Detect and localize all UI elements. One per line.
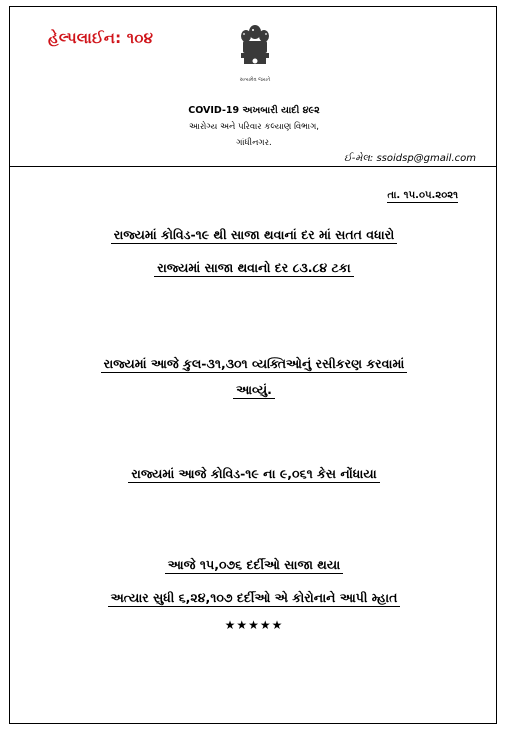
headline-vaccination <box>10 356 498 372</box>
headline-recovery-rate-increase <box>10 227 498 243</box>
headline-text: આવ્યું. <box>233 382 275 399</box>
press-release-page <box>9 6 497 724</box>
state-emblem-icon <box>235 23 275 85</box>
helpline-number: હેલ્પલાઈન: ૧૦૪ <box>48 29 154 47</box>
header-divider <box>10 166 496 167</box>
headline-recovery-rate <box>10 260 498 276</box>
city-name: ગાંધીનગર. <box>236 138 272 148</box>
headline-total-recovered <box>10 590 498 606</box>
headline-text: રાજ્યમાં આજે કુલ-૩૧,૩૦૧ વ્યક્તિઓનું રસીકરણ કરવામાં <box>101 356 408 373</box>
release-date: તા. ૧૫.૦૫.૨૦૨૧ <box>387 190 458 201</box>
department-name: આરોગ્ય અને પરિવાર કલ્યાણ વિભાગ, <box>189 122 319 132</box>
headline-text: રાજ્યમાં સાજા થવાનો દર ૮૩.૮૪ ટકા <box>154 260 353 277</box>
headline-text: રાજ્યમાં આજે કોવિડ-૧૯ ના ૯,૦૬૧ કેસ નોંધાયા <box>128 466 379 483</box>
headline-text: અત્યાર સુધી ૬,૨૪,૧૦૭ દર્દીઓ એ કોરોનાને આપી મ્હાત <box>108 590 401 607</box>
end-stars: ★★★★★ <box>224 618 284 632</box>
press-release-title: COVID-19 અખબારી યાદી ૪૯૨ <box>188 105 320 116</box>
headline-recovered-today <box>10 557 498 573</box>
contact-email: ઈ-મેલ: ssoidsp@gmail.com <box>343 153 476 164</box>
headline-vaccination-continued <box>10 382 498 398</box>
emblem-motto: સત્યમેવ જયતે <box>239 77 271 83</box>
headline-new-cases <box>10 466 498 482</box>
headline-text: રાજ્યમાં કોવિડ-૧૯ થી સાજા થવાનાં દર માં સતત વધારો <box>111 227 398 244</box>
headline-text: આજે ૧૫,૦૭૬ દર્દીઓ સાજા થયા <box>165 557 343 574</box>
